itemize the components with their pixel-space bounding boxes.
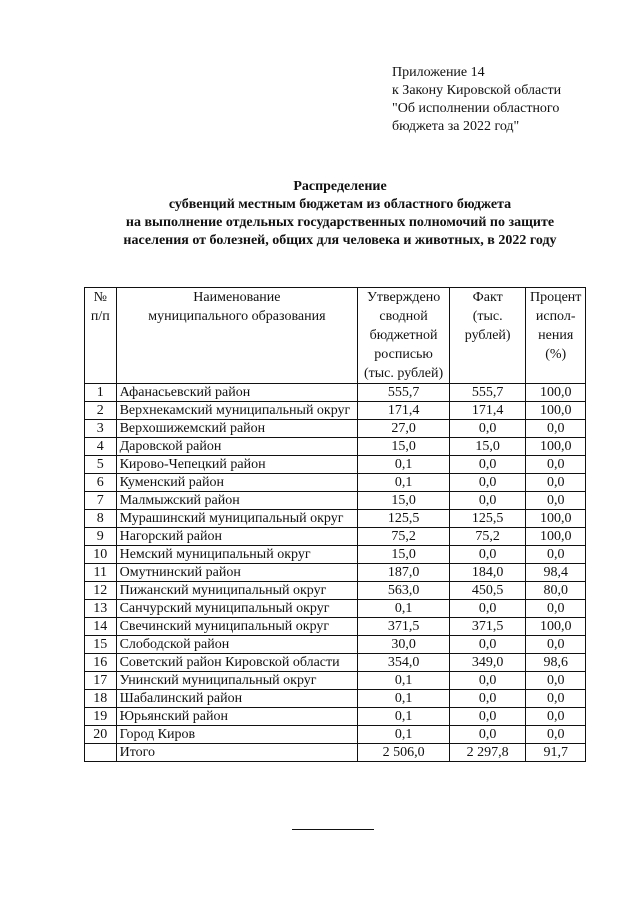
- row-percent: 80,0: [526, 582, 586, 600]
- table-row: [85, 474, 586, 492]
- table-row: [85, 582, 586, 600]
- row-fact: 0,0: [449, 456, 525, 474]
- row-fact: 0,0: [449, 636, 525, 654]
- header-fact: Факт (тыс. рублей): [449, 288, 525, 384]
- row-approved: 0,1: [358, 600, 450, 618]
- row-num: 7: [85, 492, 117, 510]
- table-row: [85, 510, 586, 528]
- table-row: [85, 726, 586, 744]
- title-line: субвенций местным бюджетам из областного бюджета: [168, 197, 512, 212]
- table-row: [85, 492, 586, 510]
- row-approved: 15,0: [358, 546, 450, 564]
- row-fact: 349,0: [449, 654, 525, 672]
- row-name: Даровской район: [116, 438, 358, 456]
- row-approved: 0,1: [358, 456, 450, 474]
- row-percent: 100,0: [526, 510, 586, 528]
- row-name: Юрьянский район: [116, 708, 358, 726]
- row-fact: 0,0: [449, 672, 525, 690]
- row-percent: 100,0: [526, 528, 586, 546]
- row-name: Советский район Кировской области: [116, 654, 358, 672]
- row-fact: 125,5: [449, 510, 525, 528]
- row-name: Куменский район: [116, 474, 358, 492]
- row-approved: 555,7: [358, 384, 450, 402]
- row-name: Шабалинский район: [116, 690, 358, 708]
- row-fact: 15,0: [449, 438, 525, 456]
- row-fact: 184,0: [449, 564, 525, 582]
- row-num: 15: [85, 636, 117, 654]
- row-percent: 0,0: [526, 600, 586, 618]
- header-percent: Процент испол- нения (%): [526, 288, 586, 384]
- row-name: Омутнинский район: [116, 564, 358, 582]
- header-name: Наименование муниципального образования: [116, 288, 358, 384]
- row-approved: 354,0: [358, 654, 450, 672]
- row-name: Свечинский муниципальный округ: [116, 618, 358, 636]
- title-line: Распределение: [293, 179, 387, 194]
- row-percent: 0,0: [526, 726, 586, 744]
- row-approved: 15,0: [358, 438, 450, 456]
- row-approved: 371,5: [358, 618, 450, 636]
- row-num: 17: [85, 672, 117, 690]
- table-row: [85, 546, 586, 564]
- row-approved: 15,0: [358, 492, 450, 510]
- table-row: [85, 708, 586, 726]
- table-row: [85, 402, 586, 420]
- row-fact: 371,5: [449, 618, 525, 636]
- table-header-row: [85, 288, 586, 384]
- row-percent: 0,0: [526, 492, 586, 510]
- row-fact: 450,5: [449, 582, 525, 600]
- row-name: Немский муниципальный округ: [116, 546, 358, 564]
- row-fact: 171,4: [449, 402, 525, 420]
- row-approved: 0,1: [358, 690, 450, 708]
- row-num: 10: [85, 546, 117, 564]
- row-fact: 0,0: [449, 708, 525, 726]
- appendix-line: бюджета за 2022 год": [392, 119, 520, 134]
- row-approved: 0,1: [358, 474, 450, 492]
- row-num: 12: [85, 582, 117, 600]
- table-row: [85, 636, 586, 654]
- header-num: № п/п: [85, 288, 117, 384]
- row-approved: 0,1: [358, 708, 450, 726]
- row-num: 1: [85, 384, 117, 402]
- row-approved: 563,0: [358, 582, 450, 600]
- table-row: [85, 600, 586, 618]
- document-title: [70, 178, 610, 250]
- row-num: 8: [85, 510, 117, 528]
- table-row: [85, 456, 586, 474]
- total-fact: 2 297,8: [449, 744, 525, 762]
- row-num: 16: [85, 654, 117, 672]
- row-name: Санчурский муниципальный округ: [116, 600, 358, 618]
- row-fact: 0,0: [449, 474, 525, 492]
- row-percent: 100,0: [526, 438, 586, 456]
- appendix-line: Приложение 14: [392, 65, 485, 80]
- row-approved: 171,4: [358, 402, 450, 420]
- row-name: Мурашинский муниципальный округ: [116, 510, 358, 528]
- row-fact: 555,7: [449, 384, 525, 402]
- row-percent: 0,0: [526, 690, 586, 708]
- row-approved: 187,0: [358, 564, 450, 582]
- row-percent: 98,6: [526, 654, 586, 672]
- row-percent: 0,0: [526, 636, 586, 654]
- row-name: Город Киров: [116, 726, 358, 744]
- title-line: населения от болезней, общих для человека и животных, в 2022 году: [123, 233, 557, 248]
- table-row: [85, 384, 586, 402]
- row-num: 3: [85, 420, 117, 438]
- row-name: Кирово-Чепецкий район: [116, 456, 358, 474]
- row-approved: 0,1: [358, 726, 450, 744]
- row-percent: 100,0: [526, 618, 586, 636]
- row-approved: 0,1: [358, 672, 450, 690]
- table-row: [85, 618, 586, 636]
- row-name: Малмыжский район: [116, 492, 358, 510]
- row-name: Унинский муниципальный округ: [116, 672, 358, 690]
- row-fact: 0,0: [449, 726, 525, 744]
- row-name: Слободской район: [116, 636, 358, 654]
- total-label: Итого: [116, 744, 358, 762]
- title-line: на выполнение отдельных государственных полномочий по защите: [125, 215, 555, 230]
- row-fact: 0,0: [449, 492, 525, 510]
- row-percent: 0,0: [526, 474, 586, 492]
- row-approved: 30,0: [358, 636, 450, 654]
- row-fact: 0,0: [449, 690, 525, 708]
- row-name: Верхошижемский район: [116, 420, 358, 438]
- row-percent: 0,0: [526, 546, 586, 564]
- row-num: 13: [85, 600, 117, 618]
- table-row: [85, 420, 586, 438]
- row-num: 18: [85, 690, 117, 708]
- row-percent: 0,0: [526, 456, 586, 474]
- row-num: 5: [85, 456, 117, 474]
- appendix-line: "Об исполнении областного: [392, 101, 560, 116]
- row-percent: 100,0: [526, 384, 586, 402]
- table-row: [85, 528, 586, 546]
- table-row: [85, 654, 586, 672]
- distribution-table: [84, 287, 586, 762]
- row-num: 20: [85, 726, 117, 744]
- table-row: [85, 438, 586, 456]
- header-approved: Утверждено сводной бюджетной росписью (тыс. рублей): [358, 288, 450, 384]
- row-percent: 100,0: [526, 402, 586, 420]
- row-num: 19: [85, 708, 117, 726]
- row-name: Нагорский район: [116, 528, 358, 546]
- row-fact: 0,0: [449, 420, 525, 438]
- row-num: 2: [85, 402, 117, 420]
- appendix-line: к Закону Кировской области: [392, 83, 562, 98]
- appendix-block: [392, 64, 561, 136]
- row-name: Афанасьевский район: [116, 384, 358, 402]
- row-num: 14: [85, 618, 117, 636]
- row-name: Верхнекамский муниципальный округ: [116, 402, 358, 420]
- row-fact: 0,0: [449, 600, 525, 618]
- end-divider: [292, 829, 374, 830]
- total-percent: 91,7: [526, 744, 586, 762]
- row-approved: 75,2: [358, 528, 450, 546]
- row-approved: 27,0: [358, 420, 450, 438]
- row-percent: 0,0: [526, 672, 586, 690]
- row-num: 9: [85, 528, 117, 546]
- row-approved: 125,5: [358, 510, 450, 528]
- row-percent: 0,0: [526, 420, 586, 438]
- total-approved: 2 506,0: [358, 744, 450, 762]
- row-fact: 75,2: [449, 528, 525, 546]
- row-percent: 0,0: [526, 708, 586, 726]
- table-row: [85, 690, 586, 708]
- table-row: [85, 672, 586, 690]
- row-fact: 0,0: [449, 546, 525, 564]
- table-row: [85, 564, 586, 582]
- row-percent: 98,4: [526, 564, 586, 582]
- row-name: Пижанский муниципальный округ: [116, 582, 358, 600]
- table-total-row: [85, 744, 586, 762]
- row-num: 11: [85, 564, 117, 582]
- row-num: 4: [85, 438, 117, 456]
- total-num-empty: [85, 744, 117, 762]
- row-num: 6: [85, 474, 117, 492]
